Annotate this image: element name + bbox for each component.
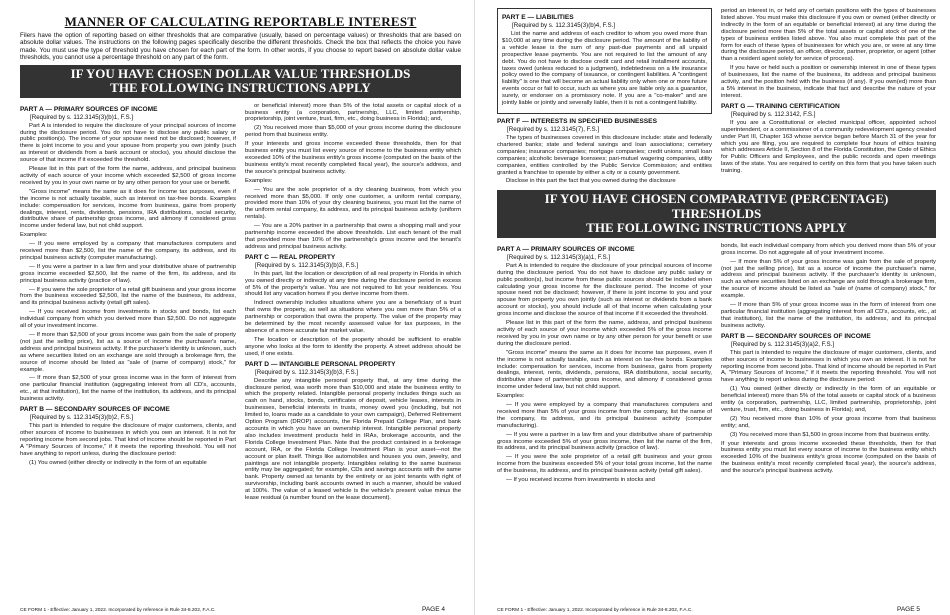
page-5-bottom-left-column bbox=[497, 243, 712, 486]
example-item: — If more than 5% of your gross income was in the form of interest from one particular financial institution (aggregating interest from all CD's, accounts, etc., at that institution), list the name of the institution, its address, and its principal business activity. bbox=[721, 302, 936, 329]
banner-line-2: THE FOLLOWING INSTRUCTIONS APPLY bbox=[110, 80, 371, 96]
paragraph: If your interests and gross income exceeded these thresholds, then for that business entity you must list every source of income to the business entity which exceeded 10% of the business entity's gross income (computed on the basis of the business entity's most recently completed fiscal year), the source's address, and the source's principal business activity. bbox=[245, 141, 461, 175]
paragraph: This part is intended to require the disclosure of major customers, clients, and other sources of income to businesses in which you own an interest. It is not for reporting income from second jobs. That kind of income should be reported in Part A "Primary Sources of Income," if it meets the reporting threshold. You will not have anything to report unless, during the disclosure period: bbox=[20, 423, 236, 457]
paragraph: If your interests and gross income exceeded these thresholds, then for that business entity you must list every source of income to the business entity which exceeded 10% of the business entity's gross income (computed on the basis of the business entity's most recently completed fiscal year), the source's address, and the source's principal business activity. bbox=[721, 440, 936, 475]
statute-ref: [Required by s. 112.3145(7), F.S.] bbox=[507, 125, 600, 133]
statute-ref: [Required by s. 112.3145(3)(a)1, F.S.] bbox=[507, 253, 611, 261]
section-heading: PART A — PRIMARY SOURCES OF INCOME bbox=[497, 245, 635, 253]
example-item: — If more than 5% of your gross income was gain from the sale of property (not just the selling price), list as a source of income the purchaser's name, address and principal business activity. If the purchaser's identity is unknown, such as where securities listed on an exchange are sold through a brokerage firm, the source of income should be listed as "sale of (name of company) stock," for example. bbox=[721, 258, 936, 300]
banner-line-2: THE FOLLOWING INSTRUCTIONS APPLY bbox=[586, 220, 847, 236]
paragraph: The types of businesses covered in this disclosure include: state and federally chartered banks; state and federal savings and loan associations; cemetery companies; insurance companies; mortgage companies; credit unions; small loan companies; alcoholic beverage licensees; pari-mutuel wagering companies, utility companies, entities controlled by the Public Service Commission; and entities granted a franchise to operate by either a city or a county government. bbox=[497, 134, 712, 176]
example-item: — If you received income from investments in stocks and bonds, list each individual company from which you derived more than $2,500. Do not aggregate all of your investment income. bbox=[20, 309, 236, 330]
section-heading: PART F — INTERESTS IN SPECIFIED BUSINESSES bbox=[497, 117, 657, 125]
example-item: — If you were employed by a company that manufactures computers and received more than 5% of your gross income from the company, list the name of the company, its address, and its principal business activity (computer manufacturing). bbox=[497, 402, 712, 429]
paragraph: period an interest in, or held any of certain positions with the types of businesses listed above. You must make this disclosure if you own or owned (either directly or indirectly in the form of an equitable or beneficial interest) at any time during the disclosure period more than 5% of the total assets or capital stock of one of the types of business entities listed above. You also must complete this part of the form for each of these types of businesses for which you are, or were at any time during the disclosure period, an officer, director, partner, proprietor, or agent (other than a resident agent solely for service of process). bbox=[721, 8, 936, 63]
paragraph: List the name and address of each creditor to whom you owed more than $10,000 at any time during the disclosure period. The amount of the liability of a vehicle lease is the sum of any past-due payments and all unpaid prospective lease payments. You are not required to list the amount of any debt. You do not have to disclose credit card and retail installment accounts, taxes owed (unless reduced to a judgment), indebtedness on a life insurance policy owed to the company of issuance, or contingent liabilities. A "contingent liability" is one that will become an actual liability only when one or more future events occur or fail to occur, such as where you are liable only as a guarantor, surety, or endorser on a promissory note. If you are a "co-maker" and are jointly liable or jointly and severally liable, then it is not a contingent liability. bbox=[502, 31, 707, 107]
paragraph: If you are a Constitutional or elected municipal officer, appointed school superintendent, or a commissioner of a community redevelopment agency created under Part III, Chapter 163 whose service began before March 31 of the year for which you are filing, you are required to complete four hours of ethics training which addresses Article II, Section 8 of the Florida Constitution, the Code of Ethics for Public Officers and Employees, and the public records and open meetings laws of the state. You are required to certify on this form that you have taken such training. bbox=[721, 119, 936, 175]
example-item: — If you received income from investments in stocks and bbox=[506, 477, 655, 484]
paragraph: Describe any intangible personal property that, at any time during the disclosure period, was worth more than $10,000 and state the business entity to which the property related. Intangible personal property includes things such as cash on hand, stocks, bonds, certificates of deposit, vehicle leases, interests in businesses, beneficial interests in trusts, money owed you (including, but not limited to, loans made as a candidate to your own campaign), Deferred Retirement Option Program (DROP) accounts, the Florida Prepaid College Plan, and bank accounts in which you have an ownership interest. Intangible personal property also includes investment products held in IRAs, brokerage accounts, and the Florida College Investment Plan. Note that the product contained in a brokerage account, IRA, or the Florida College Investment Plan is your asset—not the account or plan itself. Things like automobiles and houses you own, jewelry, and paintings are not intangible property. Intangibles relating to the same business entity may be aggregated; for example, CDs and savings accounts with the same bank. Property owned as tenants by the entirety or as joint tenants with right of survivorship, including bank accounts owned in such a manner, should be valued at 100%. The value of a leased vehicle is the vehicle's present value minus the lease residual (a number found on the lease document). bbox=[245, 377, 461, 502]
page-number: PAGE 5 bbox=[896, 606, 920, 613]
paragraph: Part A is intended to require the disclosure of your principal sources of income during the disclosure period. You do not have to disclose any public salary or public position(s), but income from these public sources should be included when calculating your gross income for the disclosure period. The income of your spouse need not be disclosed; however, if there is joint income to you and your spouse from property you own jointly (such as interest or dividends from a bank account or stocks), you should include all of that income when calculating your gross income and disclose the source of that income if it exceeded the threshold. bbox=[497, 262, 712, 318]
paragraph: The location or description of the property should be sufficient to enable anyone who looks at the form to identify the property. A street address should be used, if one exists. bbox=[245, 336, 461, 357]
page-4-left-column bbox=[20, 103, 236, 504]
example-item: — You are the sole proprietor of a dry cleaning business, from which you received more than $5,000. If only one customer, a uniform rental company, provided more than 10% of your dry cleaning business, you must list the name of the uniform rental company, its address, and its principal business activity (uniform rentals). bbox=[245, 186, 461, 221]
page-5-top-right-column bbox=[721, 8, 936, 187]
example-item: — If more than $2,500 of your gross income was in the form of interest from one particular financial institution (aggregating interest from all CD's, accounts, etc., at that institution), list the name of the institution, its address, and its principal business activity. bbox=[20, 375, 236, 403]
paragraph: Please list in this part of the form the name, address, and principal business activity of each source of your income which exceeded 5% of the gross income received by you in your own name or by any other person for your benefit or use during the disclosure period. bbox=[497, 320, 712, 347]
example-item: — You are a 20% partner in a partnership that owns a shopping mall and your partnership income exceeded the above thresholds. List each tenant of the mall that provided more than 10% of the partnership's gross income and the tenant's address and principal business activity. bbox=[245, 223, 461, 250]
form-footer: CE FORM 1 - Effective: January 1, 2022. Incorporated by reference in Rule 34-8.202, F.A.C. bbox=[497, 608, 693, 613]
paragraph: "Gross income" means the same as it does for income tax purposes, even if the income is not actually taxable, such as interest on tax-free bonds. Examples include: compensation for services, income from business, gains from property dealings, interest, rents, dividends, pensions, IRA distributions, social security, distributive share of partnership gross income, and alimony if considered gross income under federal law, but not child support. bbox=[20, 188, 236, 230]
examples-label: Examples: bbox=[497, 393, 525, 400]
section-heading: PART A — PRIMARY SOURCES OF INCOME bbox=[20, 105, 158, 113]
page-5-top-left-column bbox=[497, 8, 712, 187]
paragraph: bonds, list each individual company from which you derived more than 5% of your gross income. Do not aggregate all of your investment income. bbox=[721, 242, 936, 256]
section-heading: PART D — INTANGIBLE PERSONAL PROPERTY bbox=[245, 360, 396, 368]
paragraph: Disclose in this part the fact that you owned during the disclosure bbox=[506, 178, 676, 185]
paragraph: (2) You received more than 10% of your gross income from that business entity; and, bbox=[721, 415, 936, 429]
form-footer: CE FORM 1 - Effective: January 1, 2022. Incorporated by reference in Rule 34-8.202, F.A.C. bbox=[20, 608, 216, 613]
page-4-right-column bbox=[245, 103, 461, 504]
section-heading: PART B — SECONDARY SOURCES OF INCOME bbox=[20, 406, 170, 414]
page-5 bbox=[475, 0, 950, 615]
banner-line-1: IF YOU HAVE CHOSEN DOLLAR VALUE THRESHOLDS bbox=[70, 65, 411, 81]
statute-ref: [Required by s. 112.3145(3)(a)2, F.S.] bbox=[731, 340, 835, 348]
paragraph: Part A is intended to require the disclosure of your principal sources of income during the disclosure period. You do not have to disclose any public salary or public position(s). The income of your spouse need not be disclosed; however, if there is joint income to you and your spouse from property you own jointly (such as interest or dividends from a bank account or stocks), you should disclose the source of that income if it exceeded the threshold. bbox=[20, 122, 236, 164]
statute-ref: [Required by s. 112.3145(3)(b)4, F.S.] bbox=[512, 22, 616, 29]
example-item: — If you were the sole proprietor of a retail gift business and your gross income from the business exceeded 5% of your total gross income, list the name of the business, its address, and its principal business activity (retail gift sales). bbox=[497, 454, 712, 475]
percentage-threshold-banner bbox=[497, 190, 936, 238]
section-heading: PART E — LIABILITIES bbox=[502, 14, 574, 21]
section-heading: PART C — REAL PROPERTY bbox=[245, 253, 336, 261]
page-4-columns bbox=[20, 103, 461, 504]
page-5-bottom-right-column bbox=[721, 243, 936, 486]
statute-ref: [Required by s. 112.3142, F.S.] bbox=[731, 110, 816, 118]
intro-text: Filers have the option of reporting based on either thresholds that are comparative (usually, based on percentage values) or thresholds that are based on absolute dollar values. The instructions on the following pages specifically describe the different thresholds. Check the box that reflects the choice you have made. You must use the type of threshold you have chosen for each part of the form. In other words, if you choose to report based on absolute dollar value thresholds, you cannot use a percentage threshold on any part of the form. bbox=[20, 32, 461, 62]
page-5-top-columns bbox=[497, 8, 936, 187]
section-heading: PART G — TRAINING CERTIFICATION bbox=[721, 102, 840, 110]
examples-label: Examples: bbox=[245, 177, 273, 184]
statute-ref: [Required by s. 112.3145(3)(b)1, F.S.] bbox=[30, 113, 134, 121]
statute-ref: [Required by s. 112.3145(3)(b)3, F.S.] bbox=[255, 368, 359, 376]
example-item: — If you were a partner in a law firm and your distributive share of partnership gross income exceeded $2,500, list the name of the firm, its address, and its principal business activity (practice of law). bbox=[20, 263, 236, 284]
example-item: — If you were a partner in a law firm and your distributive share of partnership gross income exceeded 5% of your gross income, then list the name of the firm, its address, and its principal business activity (practice of law). bbox=[497, 431, 712, 452]
paragraph: Indirect ownership includes situations where you are a beneficiary of a trust that owns the property, as well as situations where you own more than 5% of a partnership or corporation that owns the property. The value of the property may be determined by the most recently assessed value for tax purposes, in the absence of a more accurate fair market value. bbox=[245, 300, 461, 334]
paragraph: If you have or held such a position or ownership interest in one of these types of businesses, list the name of the business, its address and principal business activity, and the position held with the business (if any). If you own(ed) more than a 5% interest in the business, indicate that fact and describe the nature of your interest. bbox=[721, 65, 936, 99]
paragraph: or beneficial interest) more than 5% of the total assets or capital stock of a business entity (a corporation, partnership, LLC, limited partnership, proprietorship, joint venture, trust, firm, etc., doing business in Florida); and, bbox=[245, 102, 461, 123]
page-5-bottom-columns bbox=[497, 243, 936, 486]
statute-ref: [Required by s. 112.3145(3)(b)3, F.S.] bbox=[255, 261, 359, 269]
page-number: PAGE 4 bbox=[421, 606, 445, 613]
paragraph: (1) You owned (either directly or indirectly in the form of an equitable or beneficial interest) more than 5% of the total assets or capital stock of a business entity (a corporation, partnership, LLC, limited partnership, proprietorship, joint venture, trust, firm, etc., doing business in Florida); and, bbox=[721, 386, 936, 413]
paragraph: This part is intended to require the disclosure of major customers, clients, and other sources of income to businesses in which you own an interest. It is not for reporting income from second jobs. That kind of income should be reported in Part A, "Primary Sources of Income," if it meets the reporting threshold. You will not have anything to report unless during the disclosure period: bbox=[721, 349, 936, 384]
dollar-threshold-banner bbox=[20, 65, 461, 98]
example-item: — If more than $2,500 of your gross income was gain from the sale of property (not just the selling price), list as a source of income the purchaser's name, address and principal business activity. If the purchaser's identity is unknown, such as where securities listed on an exchange are sold through a brokerage firm, the source of income should be listed as "sale of (name of company) stock," for example. bbox=[20, 332, 236, 373]
paragraph: Please list in this part of the form the name, address, and principal business activity of each source of your income which exceeded $2,500 of gross income received by you in your own name or by any other person for your use or benefit. bbox=[20, 166, 236, 186]
paragraph: (1) You owned (either directly or indirectly in the form of an equitable bbox=[29, 459, 207, 466]
paragraph: In this part, list the location or description of all real property in Florida in which you owned directly or indirectly at any time during the disclosure period in excess of 5% of the property's value. You are not required to list your residences. You should list any vacation homes if you derive income from them. bbox=[245, 270, 461, 298]
example-item: — If you were the sole proprietor of a retail gift business and your gross income from the business exceeded $2,500, list the name of the business, its address, and its principal business activity (retail gift sales). bbox=[20, 286, 236, 307]
paragraph: (2) You received more than $5,000 of your gross income during the disclosure period from that business entity. bbox=[245, 125, 461, 139]
paragraph: (3) You received more than $1,500 in gross income from that business entity. bbox=[730, 431, 930, 438]
example-item: — If you were employed by a company that manufactures computers and received more than $2,500, list the name of the company, its address, and its principal business activity (computer manufacturing). bbox=[20, 241, 236, 261]
part-e-box bbox=[497, 8, 712, 114]
paragraph: "Gross income" means the same as it does for income tax purposes, even if the income is not actually taxable, such as interest on tax-free bonds. Examples include: compensation for services, income from business, gains from property dealings, interest, rents, dividends, pensions, IRA distributions, social security, distributive share of partnership gross income, and alimony if considered gross income under federal law, but not child support. bbox=[497, 349, 712, 391]
banner-line-1: IF YOU HAVE CHOSEN COMPARATIVE (PERCENTAGE) THRESHOLDS bbox=[544, 191, 889, 221]
examples-label: Examples: bbox=[20, 232, 48, 239]
statute-ref: [Required by s. 112.3145(3)(b)2, F.S.] bbox=[30, 414, 134, 422]
section-heading: PART B — SECONDARY SOURCES OF INCOME bbox=[721, 332, 871, 340]
page-title: MANNER OF CALCULATING REPORTABLE INTEREST bbox=[64, 14, 417, 29]
